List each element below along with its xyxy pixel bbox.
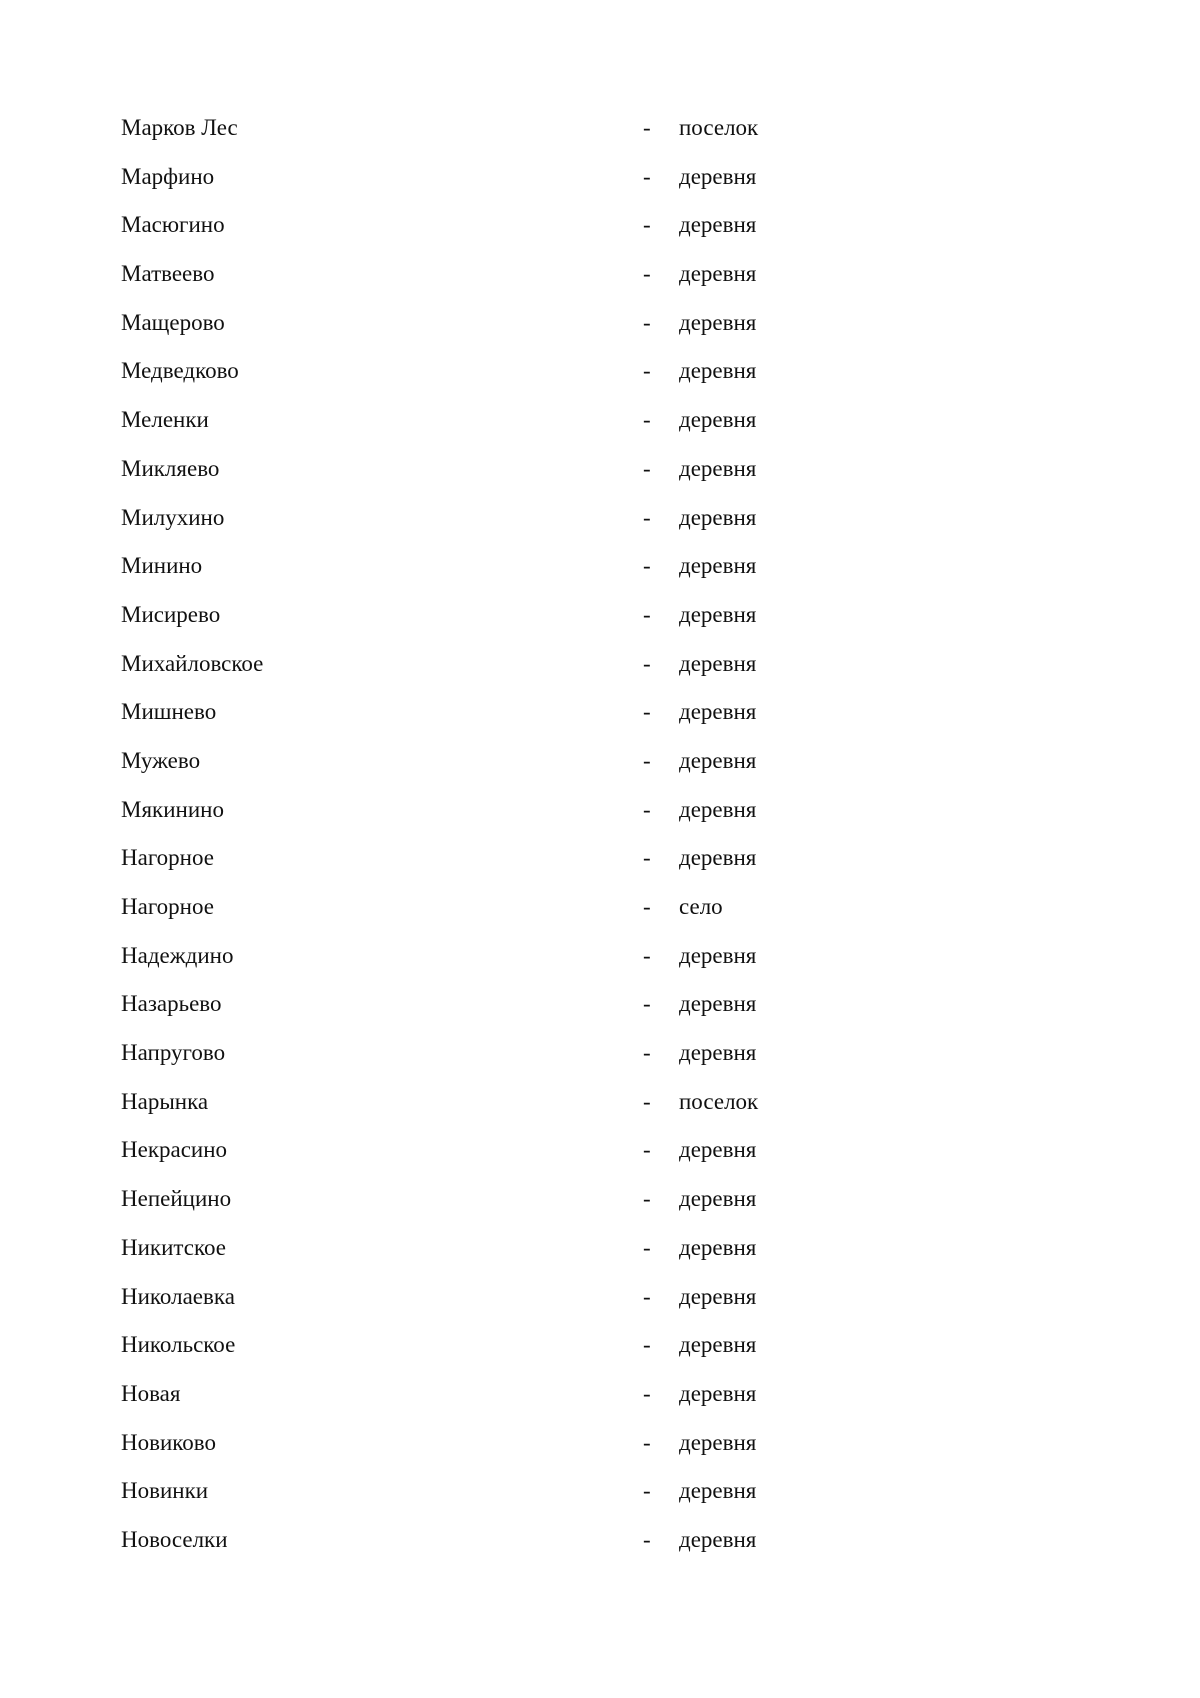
settlement-name: Никитское (121, 1234, 226, 1260)
separator-dash: - (643, 1332, 651, 1358)
settlement-name: Минино (121, 553, 203, 579)
separator-dash: - (643, 845, 651, 871)
list-item (121, 834, 821, 883)
list-item (121, 932, 821, 981)
separator-dash: - (643, 309, 651, 335)
list-item (121, 153, 821, 202)
settlement-name: Назарьево (121, 991, 222, 1017)
separator-dash: - (643, 1234, 651, 1260)
list-item (121, 1321, 821, 1370)
separator-dash: - (643, 1380, 651, 1406)
settlement-list (121, 104, 821, 1565)
settlement-name: Напругово (121, 1040, 226, 1066)
list-item (121, 1224, 821, 1273)
list-item (121, 1078, 821, 1127)
settlement-name: Новиково (121, 1429, 216, 1455)
settlement-name: Нагорное (121, 894, 214, 919)
separator-dash: - (643, 601, 651, 627)
separator-dash: - (643, 163, 651, 189)
settlement-name: Новинки (121, 1478, 209, 1504)
separator-dash: - (643, 1478, 651, 1504)
settlement-name: Новоселки (121, 1526, 228, 1552)
settlement-type: деревня (679, 212, 757, 238)
list-item (121, 1126, 821, 1175)
separator-dash: - (643, 796, 651, 822)
list-item (121, 1419, 821, 1468)
settlement-type: деревня (679, 455, 757, 481)
settlement-type: деревня (679, 991, 757, 1017)
separator-dash: - (643, 991, 651, 1017)
settlement-name: Медведково (121, 358, 239, 384)
list-item (121, 250, 821, 299)
list-item (121, 396, 821, 445)
settlement-type: деревня (679, 1380, 757, 1406)
settlement-type: деревня (679, 601, 757, 627)
settlement-type: деревня (679, 650, 757, 676)
list-item (121, 1516, 821, 1565)
settlement-type: деревня (679, 1332, 757, 1358)
settlement-name: Новая (121, 1380, 181, 1406)
settlement-type: деревня (679, 261, 757, 287)
settlement-name: Мисирево (121, 601, 221, 627)
list-item (121, 1467, 821, 1516)
settlement-name: Михайловское (121, 650, 264, 676)
settlement-type: деревня (679, 407, 757, 433)
settlement-type: поселок (679, 1088, 759, 1114)
settlement-name: Милухино (121, 504, 225, 530)
separator-dash: - (643, 1137, 651, 1163)
separator-dash: - (643, 650, 651, 676)
settlement-type: деревня (679, 845, 757, 871)
list-item (121, 1029, 821, 1078)
separator-dash: - (643, 747, 651, 773)
settlement-type: деревня (679, 358, 757, 384)
list-item (121, 1175, 821, 1224)
settlement-name: Надеждино (121, 942, 234, 968)
settlement-name: Мишнево (121, 699, 217, 725)
settlement-name: Марков Лес (121, 115, 238, 140)
settlement-type: деревня (679, 163, 757, 189)
settlement-name: Нагорное (121, 845, 214, 871)
separator-dash: - (643, 115, 651, 140)
settlement-name: Непейцино (121, 1186, 232, 1212)
settlement-type: деревня (679, 1283, 757, 1309)
separator-dash: - (643, 358, 651, 384)
separator-dash: - (643, 1283, 651, 1309)
settlement-name: Нарынка (121, 1088, 209, 1114)
settlement-name: Мякинино (121, 796, 224, 822)
settlement-type: деревня (679, 1137, 757, 1163)
settlement-type: деревня (679, 553, 757, 579)
settlement-type: деревня (679, 1186, 757, 1212)
list-item (121, 299, 821, 348)
list-item (121, 786, 821, 835)
list-item (121, 347, 821, 396)
list-item (121, 640, 821, 689)
list-item (121, 1273, 821, 1322)
separator-dash: - (643, 1088, 651, 1114)
list-item (121, 1370, 821, 1419)
list-item (121, 737, 821, 786)
settlement-type: деревня (679, 309, 757, 335)
settlement-type: деревня (679, 1478, 757, 1504)
settlement-type: поселок (679, 115, 759, 140)
list-item (121, 542, 821, 591)
separator-dash: - (643, 212, 651, 238)
list-item (121, 980, 821, 1029)
settlement-name: Никольское (121, 1332, 236, 1358)
settlement-name: Масюгино (121, 212, 225, 238)
separator-dash: - (643, 942, 651, 968)
settlement-name: Меленки (121, 407, 209, 433)
settlement-name: Микляево (121, 455, 220, 481)
settlement-type: деревня (679, 1234, 757, 1260)
list-item (121, 494, 821, 543)
settlement-name: Матвеево (121, 261, 215, 287)
list-item (121, 201, 821, 250)
settlement-type: деревня (679, 1526, 757, 1552)
separator-dash: - (643, 1429, 651, 1455)
settlement-type: деревня (679, 504, 757, 530)
list-item (121, 445, 821, 494)
list-item (121, 104, 821, 153)
separator-dash: - (643, 455, 651, 481)
settlement-type: деревня (679, 942, 757, 968)
list-item (121, 688, 821, 737)
settlement-name: Мащерово (121, 309, 225, 335)
separator-dash: - (643, 504, 651, 530)
separator-dash: - (643, 1040, 651, 1066)
list-item (121, 591, 821, 640)
settlement-type: деревня (679, 699, 757, 725)
settlement-type: деревня (679, 747, 757, 773)
separator-dash: - (643, 261, 651, 287)
separator-dash: - (643, 699, 651, 725)
settlement-type: деревня (679, 1429, 757, 1455)
settlement-type: деревня (679, 1040, 757, 1066)
separator-dash: - (643, 407, 651, 433)
settlement-name: Марфино (121, 163, 215, 189)
separator-dash: - (643, 1186, 651, 1212)
separator-dash: - (643, 894, 651, 919)
list-item (121, 883, 821, 932)
separator-dash: - (643, 1526, 651, 1552)
settlement-name: Николаевка (121, 1283, 235, 1309)
settlement-type: село (679, 894, 723, 919)
settlement-type: деревня (679, 796, 757, 822)
settlement-name: Мужево (121, 747, 201, 773)
settlement-name: Некрасино (121, 1137, 228, 1163)
separator-dash: - (643, 553, 651, 579)
